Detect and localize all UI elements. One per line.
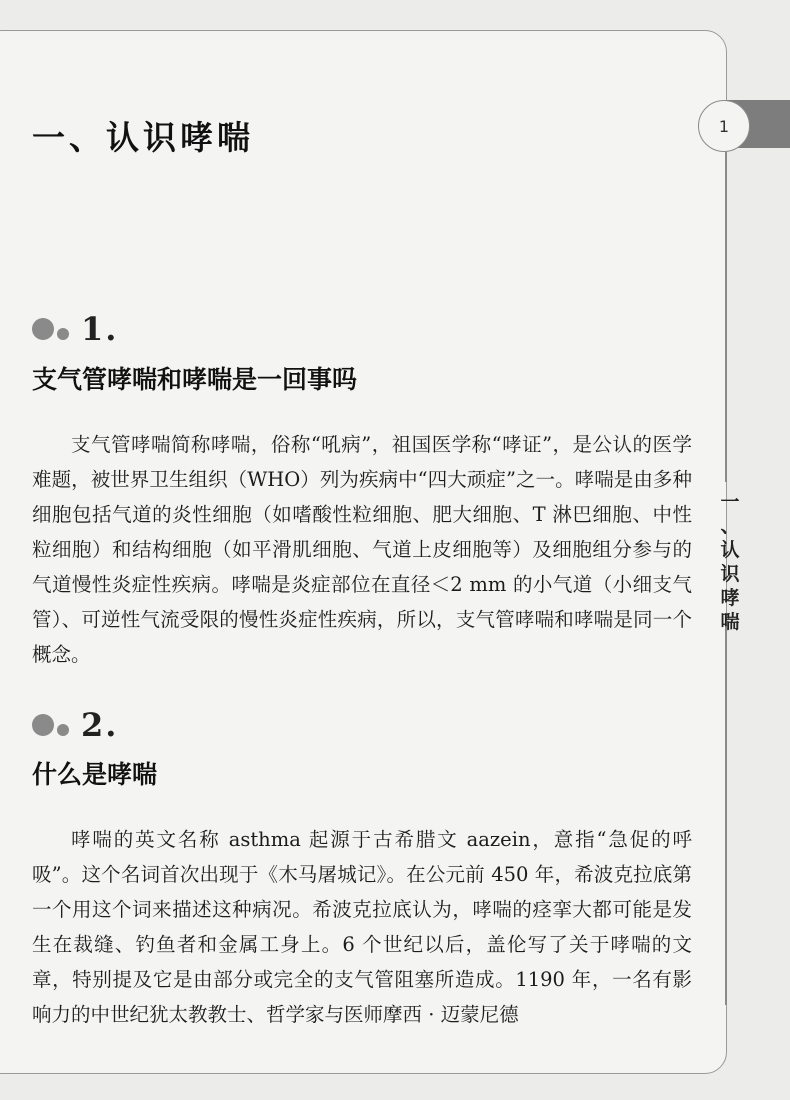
bullet-dot-small-icon xyxy=(57,724,69,736)
chapter-title: 一、认识哮喘 xyxy=(32,118,254,157)
side-divider-bottom xyxy=(725,625,727,1005)
bullet-dot-small-icon xyxy=(57,328,69,340)
bullet-dot-icon xyxy=(32,318,54,340)
section-number: 2. xyxy=(32,706,118,744)
section-title: 什么是哮喘 xyxy=(32,760,158,789)
side-chapter-label: 一 、 认 识 哮 喘 xyxy=(720,491,740,633)
side-divider-top xyxy=(725,152,727,482)
section-body: 支气管哮喘简称哮喘，俗称“吼病”，祖国医学称“哮证”，是公认的医学难题，被世界卫生组织（WHO）列为疾病中“四大顽症”之一。哮喘是由多种细胞包括气道的炎性细胞（如嗜酸性粒细胞、肥大细胞、T 淋巴细胞、中性粒细胞）和结构细胞（如平滑肌细胞、气道上皮细胞等）及细胞组分参与的气道慢性炎症性疾病。哮喘是炎症部位在直径＜2 mm 的小气道（小细支气管）、可逆性气流受限的慢性炎症性疾病，所以，支气管哮喘和哮喘是同一个概念。 xyxy=(32,433,692,666)
section-body: 哮喘的英文名称 asthma 起源于古希腊文 aazein，意指“急促的呼吸”。这个名词首次出现于《木马屠城记》。在公元前 450 年，希波克拉底第一个用这个词来描述这种病况。希波克拉底认为，哮喘的痉挛大都可能是发生在裁缝、钓鱼者和金属工身上。6 个世纪以后，盖伦写了关于哮喘的文章，特别提及它是由部分或完全的支气管阻塞所造成。1190 年，一名有影响力的中世纪犹太教教士、哲学家与医师摩西 · 迈蒙尼德 xyxy=(32,828,692,1026)
section-title: 支气管哮喘和哮喘是一回事吗 xyxy=(32,365,358,394)
page-number: 1 xyxy=(698,100,750,152)
bullet-dot-icon xyxy=(32,714,54,736)
section-number: 1. xyxy=(32,310,118,348)
